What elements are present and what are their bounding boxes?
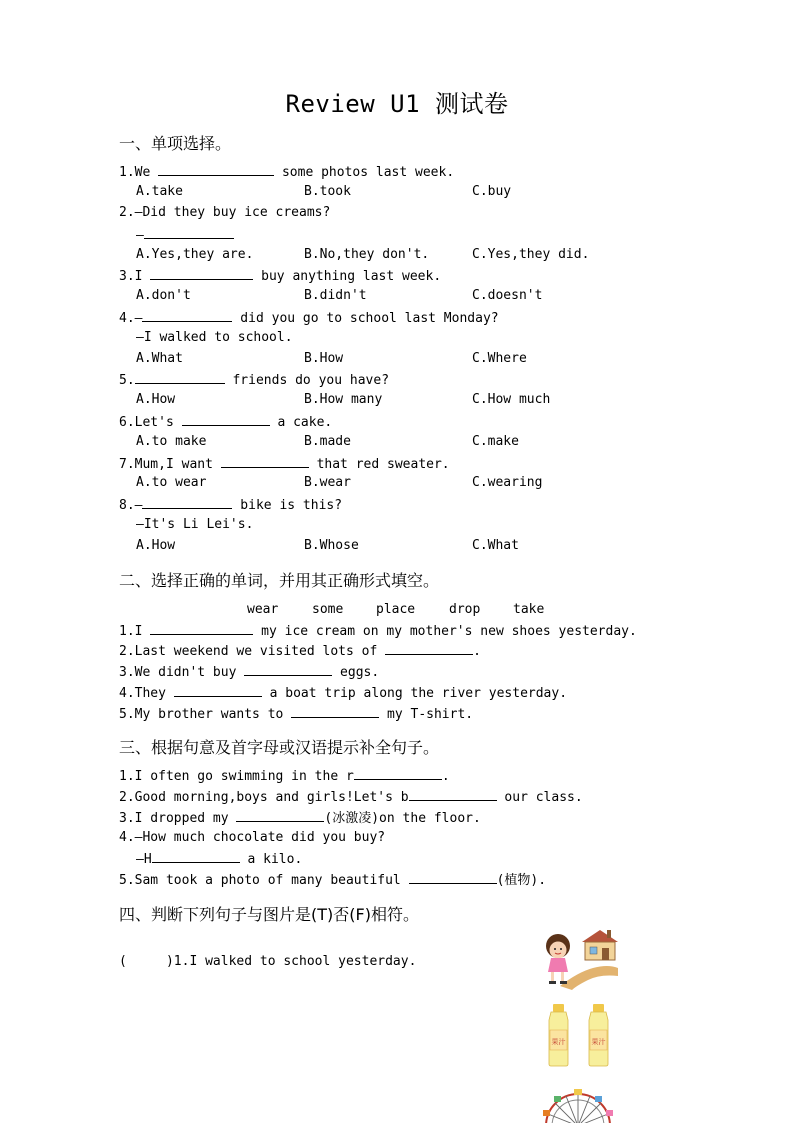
answer-blank[interactable] bbox=[174, 685, 262, 697]
p1-q7-option-c[interactable]: C.wearing bbox=[472, 475, 543, 490]
ferris-wheel-picture bbox=[540, 1088, 616, 1123]
section-2-heading: 二、选择正确的单词，并用其正确形式填空。 bbox=[119, 571, 440, 590]
p1-q6-option-c[interactable]: C.make bbox=[472, 434, 519, 449]
section-1-heading: 一、单项选择。 bbox=[119, 134, 232, 153]
word-bank bbox=[0, 602, 794, 618]
p2-q2: 2.Last weekend we visited lots of . bbox=[119, 644, 481, 659]
p1-q1-option-a[interactable]: A.take bbox=[136, 184, 183, 199]
p1-q5-option-a[interactable]: A.How bbox=[136, 392, 176, 407]
p1-q8-option-a[interactable]: A.How bbox=[136, 538, 176, 553]
p1-q4-option-a[interactable]: A.What bbox=[136, 351, 183, 366]
bottle-label-right: 果汁 bbox=[591, 1038, 606, 1046]
word-bank-item: take bbox=[513, 602, 545, 617]
p1-q8-reply: —It's Li Lei's. bbox=[136, 517, 254, 532]
word-bank-item: wear bbox=[247, 602, 279, 617]
p1-q6: 6.Let's a cake. bbox=[119, 415, 333, 430]
p1-q4: 4.— did you go to school last Monday? bbox=[119, 311, 499, 326]
p1-q3: 3.I buy anything last week. bbox=[119, 269, 442, 284]
p1-q6-option-a[interactable]: A.to make bbox=[136, 434, 207, 449]
p1-q2-option-a[interactable]: A.Yes,they are. bbox=[136, 247, 254, 262]
p1-q3-option-b[interactable]: B.didn't bbox=[304, 288, 367, 303]
p2-q3: 3.We didn't buy eggs. bbox=[119, 665, 380, 680]
p3-q4: 4.—How much chocolate did you buy? bbox=[119, 830, 386, 845]
word-bank-item: some bbox=[312, 602, 344, 617]
answer-blank[interactable] bbox=[135, 372, 225, 384]
answer-blank[interactable] bbox=[409, 789, 497, 801]
answer-blank[interactable] bbox=[182, 414, 270, 426]
answer-blank[interactable] bbox=[142, 310, 232, 322]
p1-q5-option-c[interactable]: C.How much bbox=[472, 392, 551, 407]
answer-blank[interactable] bbox=[221, 456, 309, 468]
answer-blank[interactable] bbox=[409, 872, 497, 884]
answer-blank[interactable] bbox=[291, 706, 379, 718]
p3-q3: 3.I dropped my (冰激凌)on the floor. bbox=[119, 811, 481, 826]
p1-q8-option-b[interactable]: B.Whose bbox=[304, 538, 359, 553]
page-title: Review U1 测试卷 bbox=[285, 90, 509, 118]
section-4-heading: 四、判断下列句子与图片是(T)否(F)相符。 bbox=[119, 905, 419, 924]
answer-blank[interactable] bbox=[144, 227, 234, 239]
girl-walking-to-school-picture bbox=[538, 924, 620, 990]
p3-q4-reply: —H a kilo. bbox=[136, 852, 303, 867]
answer-blank[interactable] bbox=[150, 268, 253, 280]
p1-q1-option-c[interactable]: C.buy bbox=[472, 184, 512, 199]
p1-q5: 5. friends do you have? bbox=[119, 373, 390, 388]
answer-blank[interactable] bbox=[142, 497, 232, 509]
juice-bottles-picture bbox=[546, 1002, 612, 1068]
p1-q2-option-c[interactable]: C.Yes,they did. bbox=[472, 247, 590, 262]
p1-q1: 1.We some photos last week. bbox=[119, 165, 455, 180]
p1-q2: 2.—Did they buy ice creams? bbox=[119, 205, 331, 220]
answer-blank[interactable] bbox=[158, 164, 274, 176]
p2-q4: 4.They a boat trip along the river yesterday. bbox=[119, 686, 568, 701]
p1-q2-option-b[interactable]: B.No,they don't. bbox=[304, 247, 430, 262]
p1-q7: 7.Mum,I want that red sweater. bbox=[119, 457, 450, 472]
p4-q1: ( )1.I walked to school yesterday. bbox=[119, 954, 417, 969]
p3-q2: 2.Good morning,boys and girls!Let's b our class. bbox=[119, 790, 583, 805]
word-bank-item: place bbox=[376, 602, 416, 617]
p1-q7-option-a[interactable]: A.to wear bbox=[136, 475, 207, 490]
word-bank-item: drop bbox=[449, 602, 481, 617]
p1-q1-option-b[interactable]: B.took bbox=[304, 184, 351, 199]
p1-q4-option-b[interactable]: B.How bbox=[304, 351, 344, 366]
p1-q3-option-a[interactable]: A.don't bbox=[136, 288, 191, 303]
p1-q6-option-b[interactable]: B.made bbox=[304, 434, 351, 449]
answer-blank[interactable] bbox=[152, 851, 240, 863]
answer-blank[interactable] bbox=[150, 623, 253, 635]
answer-blank[interactable] bbox=[354, 768, 442, 780]
answer-blank[interactable] bbox=[244, 664, 332, 676]
p1-q7-option-b[interactable]: B.wear bbox=[304, 475, 351, 490]
answer-blank[interactable] bbox=[385, 643, 473, 655]
p3-q5: 5.Sam took a photo of many beautiful (植物). bbox=[119, 873, 547, 888]
p1-q8-option-c[interactable]: C.What bbox=[472, 538, 519, 553]
p1-q3-option-c[interactable]: C.doesn't bbox=[472, 288, 543, 303]
p1-q4-reply: —I walked to school. bbox=[136, 330, 293, 345]
answer-blank[interactable] bbox=[236, 810, 324, 822]
p1-q2-reply: — bbox=[136, 227, 234, 242]
section-3-heading: 三、根据句意及首字母或汉语提示补全句子。 bbox=[119, 738, 440, 757]
p1-q5-option-b[interactable]: B.How many bbox=[304, 392, 383, 407]
bottle-label-left: 果汁 bbox=[551, 1038, 566, 1046]
p2-q5: 5.My brother wants to my T-shirt. bbox=[119, 707, 474, 722]
p3-q1: 1.I often go swimming in the r . bbox=[119, 769, 450, 784]
p1-q8: 8.— bike is this? bbox=[119, 498, 343, 513]
p1-q4-option-c[interactable]: C.Where bbox=[472, 351, 527, 366]
p2-q1: 1.I my ice cream on my mother's new shoes yesterday. bbox=[119, 624, 637, 639]
